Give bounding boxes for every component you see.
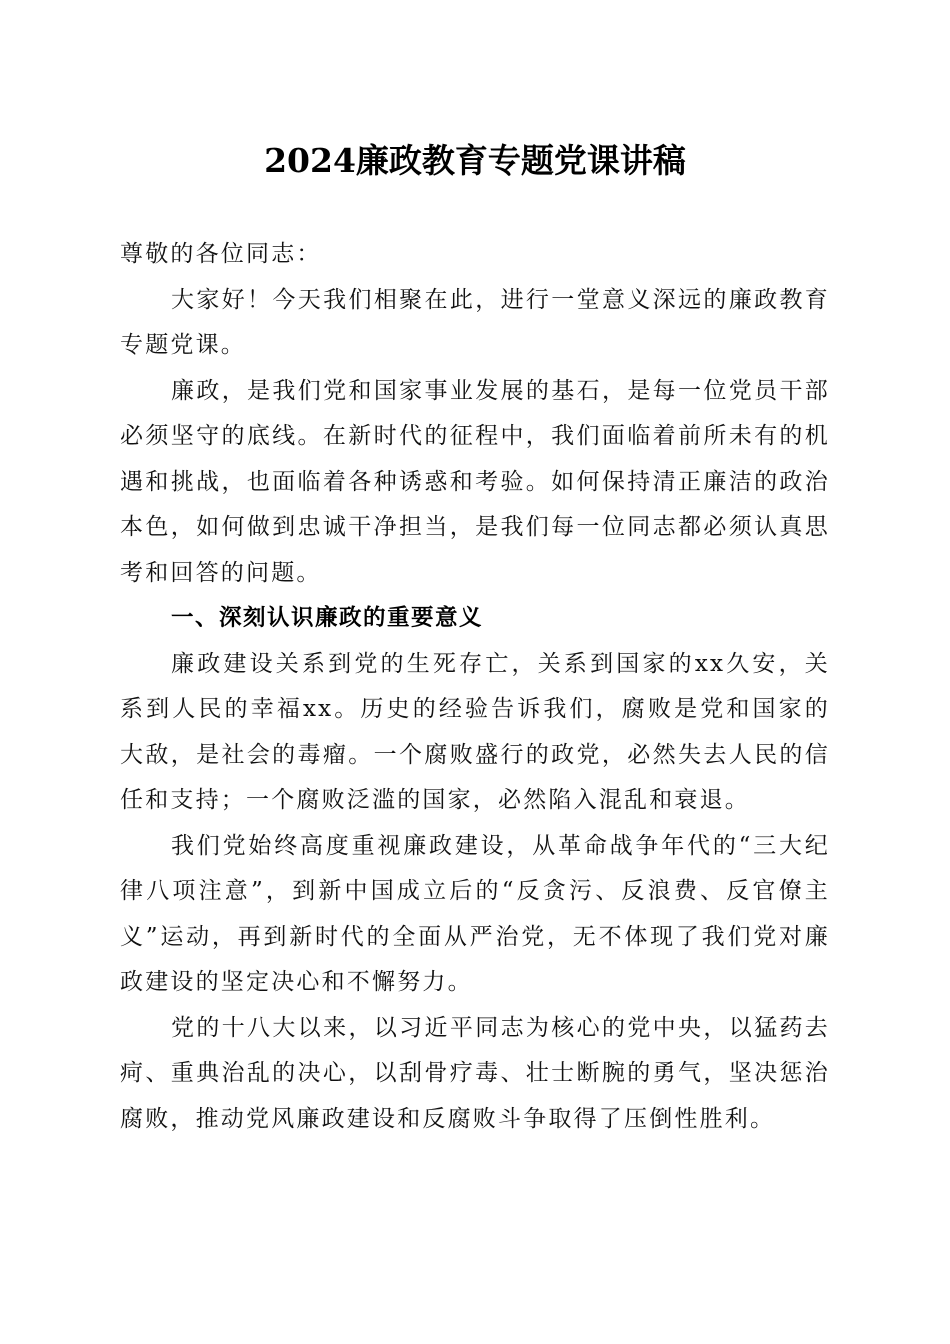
section1-paragraph-1: 廉政建设关系到党的生死存亡，关系到国家的xx久安，关系到人民的幸福xx。历史的经验告诉我们，腐败是党和国家的大敌，是社会的毒瘤。一个腐败盛行的政党，必然失去人民的信任和支持；一个腐败泛滥的国家，必然陷入混乱和衰退。 (120, 650, 830, 813)
paragraph-intro: 廉政，是我们党和国家事业发展的基石，是每一位党员干部必须坚守的底线。在新时代的征程中，我们面临着前所未有的机遇和挑战，也面临着各种诱惑和考验。如何保持清正廉洁的政治本色，如何做到忠诚干净担当，是我们每一位同志都必须认真思考和回答的问题。 (120, 377, 830, 586)
document-title: 2024廉政教育专题党课讲稿 (264, 141, 686, 180)
paragraph-greeting: 大家好！今天我们相聚在此，进行一堂意义深远的廉政教育专题党课。 (120, 286, 830, 358)
section-heading-1: 一、深刻认识廉政的重要意义 (171, 605, 484, 631)
section1-paragraph-3: 党的十八大以来，以习近平同志为核心的党中央，以猛药去疴、重典治乱的决心，以刮骨疗毒、壮士断腕的勇气，坚决惩治腐败，推动党风廉政建设和反腐败斗争取得了压倒性胜利。 (120, 1014, 830, 1132)
document-body (120, 232, 830, 1142)
section1-paragraph-2: 我们党始终高度重视廉政建设，从革命战争年代的“三大纪律八项注意”，到新中国成立后的“反贪污、反浪费、反官僚主义”运动，再到新时代的全面从严治党，无不体现了我们党对廉政建设的坚定决心和不懈努力。 (120, 832, 830, 995)
salutation: 尊敬的各位同志： (120, 241, 322, 267)
